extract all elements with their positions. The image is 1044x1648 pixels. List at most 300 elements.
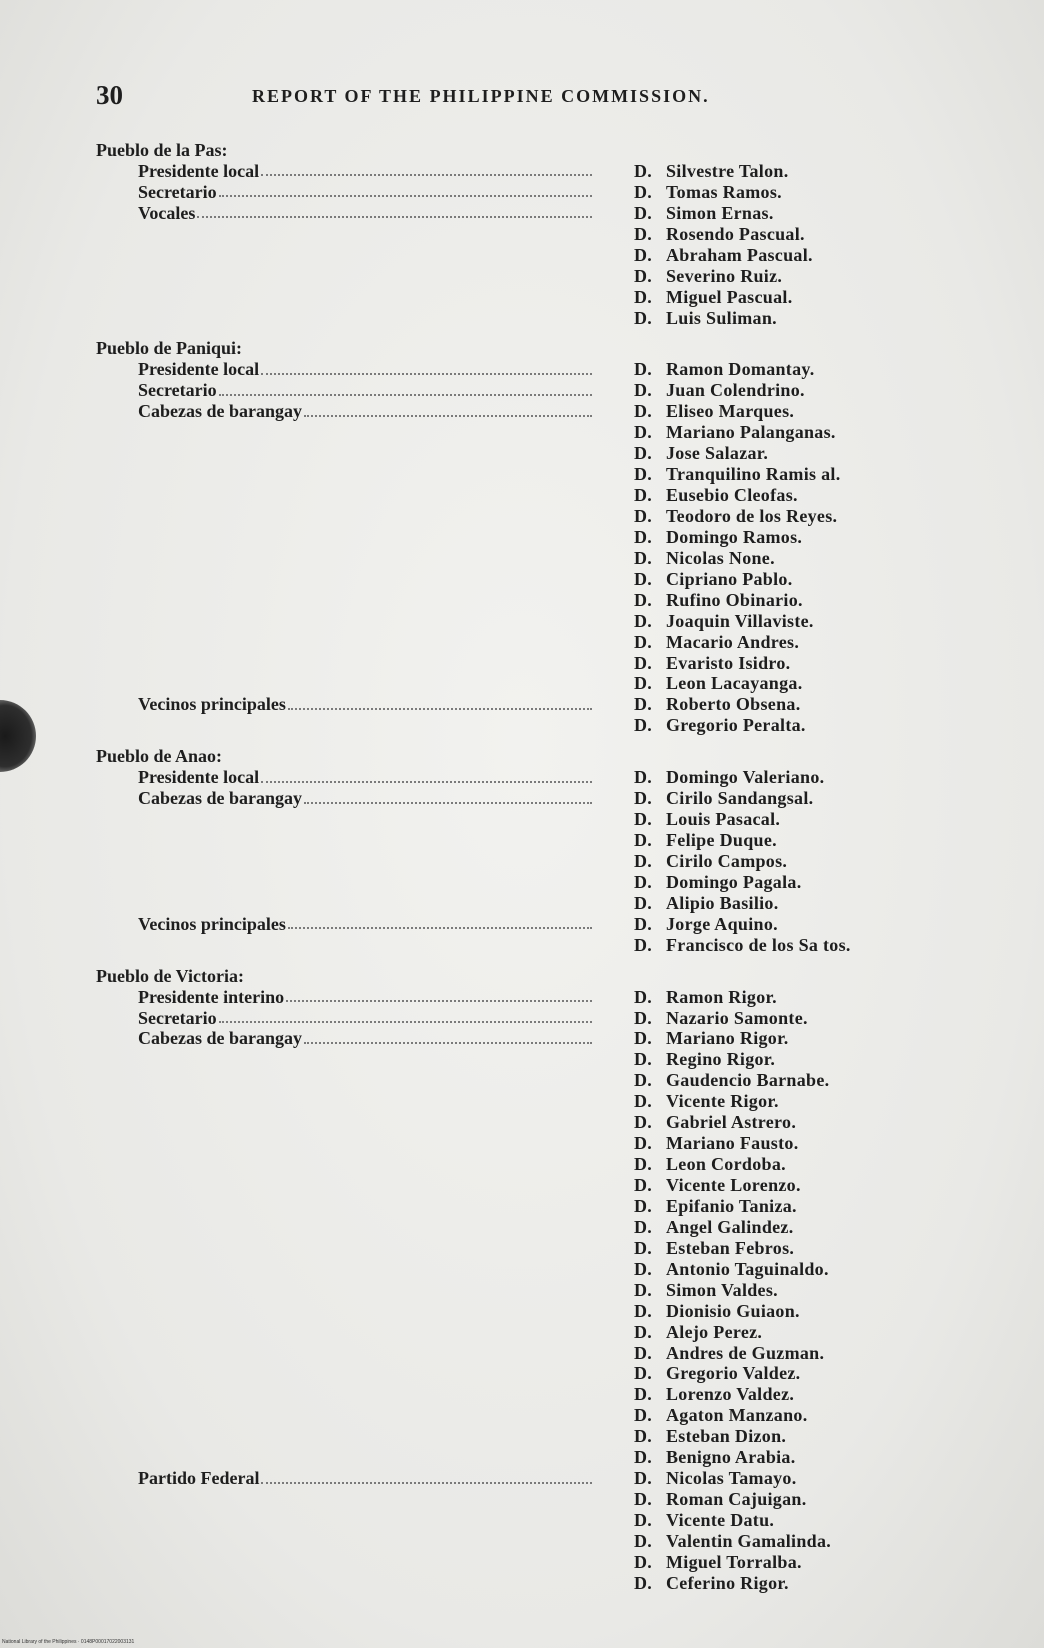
official-name bbox=[634, 1154, 786, 1175]
honorific: D. bbox=[634, 1258, 653, 1279]
role-text: Cabezas de barangay bbox=[138, 788, 303, 809]
pueblo-heading: Pueblo de Paniqui: bbox=[96, 338, 243, 359]
name-text: Rosendo Pascual. bbox=[666, 223, 805, 244]
entry-line bbox=[96, 1384, 996, 1405]
honorific: D. bbox=[634, 181, 653, 202]
honorific: D. bbox=[634, 244, 653, 265]
official-name bbox=[634, 1489, 807, 1510]
name-text: Miguel Torralba. bbox=[666, 1551, 802, 1572]
name-text: Gregorio Peralta. bbox=[666, 715, 806, 736]
dot-leader bbox=[288, 927, 592, 929]
name-text: Eliseo Marques. bbox=[666, 401, 795, 422]
official-name bbox=[634, 287, 793, 308]
name-text: Felipe Duque. bbox=[666, 830, 777, 850]
honorific: D. bbox=[634, 1551, 653, 1572]
entry-line bbox=[96, 1280, 996, 1301]
entry-line bbox=[96, 569, 996, 590]
name-text: Nazario Samonte. bbox=[666, 1007, 808, 1028]
running-head: REPORT OF THE PHILIPPINE COMMISSION. bbox=[252, 86, 710, 106]
name-text: Ceferino Rigor. bbox=[666, 1572, 789, 1593]
entry-line bbox=[96, 1049, 996, 1070]
name-text: Leon Cordoba. bbox=[666, 1154, 786, 1175]
honorific: D. bbox=[634, 1321, 653, 1342]
honorific: D. bbox=[634, 1530, 653, 1551]
honorific: D. bbox=[634, 422, 653, 443]
official-name bbox=[634, 1552, 802, 1573]
entry-line bbox=[96, 1489, 996, 1510]
honorific: D. bbox=[634, 1363, 653, 1384]
role-label bbox=[138, 380, 592, 401]
name-text: Gabriel Astrero. bbox=[666, 1112, 797, 1133]
official-name bbox=[634, 893, 779, 914]
honorific: D. bbox=[634, 265, 653, 286]
name-text: Nicolas None. bbox=[666, 547, 775, 568]
honorific: D. bbox=[634, 986, 653, 1007]
official-name bbox=[634, 653, 790, 674]
entry-line bbox=[96, 161, 996, 182]
entry-line bbox=[96, 1322, 996, 1343]
dot-leader bbox=[304, 802, 592, 804]
official-name bbox=[634, 1405, 808, 1426]
role-label bbox=[138, 788, 592, 809]
honorific: D. bbox=[634, 850, 653, 871]
honorific: D. bbox=[634, 631, 653, 652]
entry-line bbox=[96, 443, 996, 464]
name-text: Esteban Dizon. bbox=[666, 1426, 787, 1447]
honorific: D. bbox=[634, 1154, 653, 1175]
honorific: D. bbox=[634, 380, 653, 401]
official-name bbox=[634, 1468, 797, 1489]
dot-leader bbox=[197, 216, 592, 218]
honorific: D. bbox=[634, 1405, 653, 1426]
section-gap bbox=[96, 956, 996, 966]
role-text: Vecinos principales bbox=[138, 694, 286, 715]
page-number: 30 bbox=[96, 80, 123, 110]
entry-line bbox=[96, 1028, 996, 1049]
entry-line bbox=[96, 809, 996, 830]
name-text: Antonio Taguinaldo. bbox=[666, 1258, 829, 1279]
role-text: Presidente interino bbox=[138, 986, 285, 1007]
role-text: Vecinos principales bbox=[138, 913, 286, 934]
official-name bbox=[634, 1531, 831, 1552]
dot-leader bbox=[261, 174, 592, 176]
role-text: Vocales bbox=[138, 202, 196, 223]
entry-line bbox=[96, 788, 996, 809]
official-name bbox=[634, 673, 803, 694]
entry-line bbox=[96, 380, 996, 401]
official-name bbox=[634, 1049, 775, 1070]
honorific: D. bbox=[634, 526, 653, 547]
role-text: Secretario bbox=[138, 380, 217, 401]
role-text: Secretario bbox=[138, 1007, 217, 1028]
official-name bbox=[634, 1196, 797, 1217]
official-name bbox=[634, 380, 805, 401]
entry-line bbox=[96, 1008, 996, 1029]
entry-line bbox=[96, 872, 996, 893]
honorific: D. bbox=[634, 767, 653, 788]
official-name bbox=[634, 1343, 824, 1364]
entry-line bbox=[96, 266, 996, 287]
official-name bbox=[634, 715, 806, 736]
name-text: Vicente Datu. bbox=[666, 1510, 775, 1530]
entry-line bbox=[96, 1259, 996, 1280]
honorific: D. bbox=[634, 443, 653, 464]
name-text: Gregorio Valdez. bbox=[666, 1363, 801, 1384]
entry-line bbox=[96, 1343, 996, 1364]
entry-line bbox=[96, 1091, 996, 1112]
official-name bbox=[634, 182, 782, 203]
honorific: D. bbox=[634, 223, 653, 244]
name-text: Eusebio Cleofas. bbox=[666, 485, 798, 505]
honorific: D. bbox=[634, 547, 653, 568]
honorific: D. bbox=[634, 1510, 653, 1530]
honorific: D. bbox=[634, 673, 653, 694]
role-label bbox=[138, 914, 592, 935]
section-gap bbox=[96, 328, 996, 338]
role-label bbox=[138, 401, 592, 422]
pueblo-heading-line bbox=[96, 746, 996, 767]
name-text: Mariano Palanganas. bbox=[666, 422, 836, 443]
honorific: D. bbox=[634, 505, 653, 526]
honorific: D. bbox=[634, 160, 653, 181]
name-text: Teodoro de los Reyes. bbox=[666, 505, 838, 526]
name-text: Louis Pasacal. bbox=[666, 809, 781, 830]
honorific: D. bbox=[634, 485, 653, 505]
name-text: Nicolas Tamayo. bbox=[666, 1468, 797, 1489]
name-text: Cirilo Campos. bbox=[666, 850, 788, 871]
honorific: D. bbox=[634, 1447, 653, 1468]
name-text: Francisco de los Sa tos. bbox=[666, 934, 851, 955]
honorific: D. bbox=[634, 202, 653, 223]
role-label bbox=[138, 1028, 592, 1049]
name-text: Jorge Aquino. bbox=[666, 913, 778, 934]
dot-leader bbox=[286, 1000, 592, 1002]
official-name bbox=[634, 590, 803, 611]
official-name bbox=[634, 694, 801, 715]
official-name bbox=[634, 203, 774, 224]
entry-line bbox=[96, 1238, 996, 1259]
official-name bbox=[634, 422, 836, 443]
entry-line bbox=[96, 548, 996, 569]
pueblo-heading: Pueblo de Victoria: bbox=[96, 965, 244, 986]
official-name bbox=[634, 632, 799, 653]
honorific: D. bbox=[634, 871, 653, 892]
official-name bbox=[634, 1510, 774, 1531]
honorific: D. bbox=[634, 788, 653, 809]
role-label bbox=[138, 767, 592, 788]
role-text: Presidente local bbox=[138, 767, 260, 788]
official-name bbox=[634, 1070, 829, 1091]
official-name bbox=[634, 914, 778, 935]
role-text: Cabezas de barangay bbox=[138, 1028, 303, 1049]
name-text: Domingo Valeriano. bbox=[666, 767, 825, 788]
entry-line bbox=[96, 506, 996, 527]
honorific: D. bbox=[634, 1112, 653, 1133]
name-text: Domingo Pagala. bbox=[666, 871, 802, 892]
honorific: D. bbox=[634, 1279, 653, 1300]
official-name bbox=[634, 935, 851, 956]
official-name bbox=[634, 1384, 794, 1405]
name-text: Jose Salazar. bbox=[666, 443, 769, 464]
official-name bbox=[634, 245, 813, 266]
entry-line bbox=[96, 1196, 996, 1217]
dot-leader bbox=[288, 708, 592, 710]
dot-leader bbox=[304, 415, 592, 417]
entry-line bbox=[96, 611, 996, 632]
official-name bbox=[634, 359, 815, 380]
name-text: Lorenzo Valdez. bbox=[666, 1384, 795, 1405]
official-name bbox=[634, 1301, 800, 1322]
entry-line bbox=[96, 1217, 996, 1238]
official-name bbox=[634, 1175, 801, 1196]
name-text: Alejo Perez. bbox=[666, 1321, 763, 1342]
name-text: Vicente Rigor. bbox=[666, 1091, 779, 1112]
name-text: Mariano Rigor. bbox=[666, 1028, 789, 1049]
official-name bbox=[634, 1008, 808, 1029]
official-name bbox=[634, 1112, 796, 1133]
honorific: D. bbox=[634, 286, 653, 307]
honorific: D. bbox=[634, 1195, 653, 1216]
official-name bbox=[634, 1280, 778, 1301]
official-name bbox=[634, 506, 837, 527]
name-text: Benigno Arabia. bbox=[666, 1447, 796, 1468]
honorific: D. bbox=[634, 1572, 653, 1593]
entry-line bbox=[96, 632, 996, 653]
honorific: D. bbox=[634, 1028, 653, 1049]
official-name bbox=[634, 569, 793, 590]
honorific: D. bbox=[634, 1489, 653, 1510]
honorific: D. bbox=[634, 913, 653, 934]
official-name bbox=[634, 1091, 779, 1112]
entry-line bbox=[96, 1447, 996, 1468]
name-text: Angel Galindez. bbox=[666, 1216, 794, 1237]
dot-leader bbox=[261, 1482, 592, 1484]
name-text: Evaristo Isidro. bbox=[666, 652, 791, 673]
name-text: Severino Ruiz. bbox=[666, 265, 783, 286]
role-label bbox=[138, 161, 592, 182]
name-text: Rufino Obinario. bbox=[666, 589, 803, 610]
name-text: Gaudencio Barnabe. bbox=[666, 1070, 830, 1091]
entry-line bbox=[96, 1363, 996, 1384]
name-text: Roberto Obsena. bbox=[666, 694, 801, 715]
name-text: Silvestre Talon. bbox=[666, 160, 789, 181]
honorific: D. bbox=[634, 1007, 653, 1028]
name-text: Luis Suliman. bbox=[666, 307, 777, 328]
entry-line bbox=[96, 1175, 996, 1196]
honorific: D. bbox=[634, 1216, 653, 1237]
official-name bbox=[634, 464, 841, 485]
honorific: D. bbox=[634, 1091, 653, 1112]
entry-line bbox=[96, 1552, 996, 1573]
name-text: Andres de Guzman. bbox=[666, 1342, 825, 1363]
entry-line bbox=[96, 1531, 996, 1552]
entry-line bbox=[96, 1301, 996, 1322]
role-label bbox=[138, 359, 592, 380]
role-label bbox=[138, 694, 592, 715]
entry-line bbox=[96, 653, 996, 674]
honorific: D. bbox=[634, 1342, 653, 1363]
official-name bbox=[634, 443, 768, 464]
entry-line bbox=[96, 715, 996, 736]
entry-line bbox=[96, 1070, 996, 1091]
honorific: D. bbox=[634, 1384, 653, 1405]
honorific: D. bbox=[634, 1133, 653, 1154]
honorific: D. bbox=[634, 610, 653, 631]
official-name bbox=[634, 809, 780, 830]
dot-leader bbox=[304, 1042, 592, 1044]
entry-line bbox=[96, 767, 996, 788]
honorific: D. bbox=[634, 568, 653, 589]
name-text: Miguel Pascual. bbox=[666, 286, 793, 307]
official-name bbox=[634, 161, 789, 182]
entry-line bbox=[96, 224, 996, 245]
official-name bbox=[634, 224, 805, 245]
name-text: Dionisio Guiaon. bbox=[666, 1300, 800, 1321]
entry-line bbox=[96, 851, 996, 872]
official-name bbox=[634, 830, 777, 851]
entry-line bbox=[96, 673, 996, 694]
entry-line bbox=[96, 830, 996, 851]
name-text: Simon Ernas. bbox=[666, 202, 774, 223]
role-text: Presidente local bbox=[138, 359, 260, 380]
entry-line bbox=[96, 485, 996, 506]
name-text: Joaquin Villaviste. bbox=[666, 610, 814, 631]
official-name bbox=[634, 266, 782, 287]
section-gap bbox=[96, 736, 996, 746]
honorific: D. bbox=[634, 1300, 653, 1321]
name-text: Alipio Basilio. bbox=[666, 892, 779, 913]
official-name bbox=[634, 527, 802, 548]
name-text: Abraham Pascual. bbox=[666, 244, 813, 265]
role-text: Cabezas de barangay bbox=[138, 401, 303, 422]
dot-leader bbox=[261, 781, 592, 783]
entry-line bbox=[96, 527, 996, 548]
honorific: D. bbox=[634, 652, 653, 673]
name-text: Vicente Lorenzo. bbox=[666, 1175, 801, 1195]
honorific: D. bbox=[634, 307, 653, 328]
name-text: Agaton Manzano. bbox=[666, 1405, 808, 1426]
official-name bbox=[634, 872, 802, 893]
honorific: D. bbox=[634, 892, 653, 913]
name-text: Tranquilino Ramis al. bbox=[666, 464, 841, 485]
name-text: Roman Cajuigan. bbox=[666, 1489, 807, 1510]
entry-line bbox=[96, 1112, 996, 1133]
name-text: Cipriano Pablo. bbox=[666, 568, 793, 589]
entry-line bbox=[96, 464, 996, 485]
entry-line bbox=[96, 1573, 996, 1594]
name-text: Macario Andres. bbox=[666, 631, 800, 652]
honorific: D. bbox=[634, 809, 653, 830]
entry-line bbox=[96, 1133, 996, 1154]
role-label bbox=[138, 1468, 592, 1489]
entry-line bbox=[96, 694, 996, 715]
official-name bbox=[634, 1259, 829, 1280]
entry-line bbox=[96, 1405, 996, 1426]
entry-line bbox=[96, 287, 996, 308]
entry-line bbox=[96, 359, 996, 380]
official-name bbox=[634, 1447, 796, 1468]
scan-footer: National Library of the Philippines · 0148P00017022003131 bbox=[2, 1639, 135, 1645]
role-text: Partido Federal bbox=[138, 1468, 260, 1489]
role-label bbox=[138, 203, 592, 224]
entry-line bbox=[96, 422, 996, 443]
official-name bbox=[634, 1363, 800, 1384]
honorific: D. bbox=[634, 715, 653, 736]
entry-line bbox=[96, 914, 996, 935]
official-name bbox=[634, 611, 814, 632]
name-text: Valentin Gamalinda. bbox=[666, 1530, 832, 1551]
official-name bbox=[634, 1217, 794, 1238]
official-name bbox=[634, 548, 775, 569]
role-text: Secretario bbox=[138, 181, 217, 202]
honorific: D. bbox=[634, 830, 653, 850]
role-label bbox=[138, 987, 592, 1008]
page-header bbox=[96, 80, 796, 120]
name-text: Epifanio Taniza. bbox=[666, 1195, 797, 1216]
name-text: Ramon Domantay. bbox=[666, 359, 815, 380]
honorific: D. bbox=[634, 589, 653, 610]
entry-line bbox=[96, 590, 996, 611]
name-text: Regino Rigor. bbox=[666, 1049, 776, 1070]
name-text: Tomas Ramos. bbox=[666, 181, 782, 202]
dot-leader bbox=[219, 1021, 592, 1023]
name-text: Simon Valdes. bbox=[666, 1279, 778, 1300]
official-name bbox=[634, 788, 813, 809]
pueblo-heading-line bbox=[96, 140, 996, 161]
honorific: D. bbox=[634, 401, 653, 422]
name-text: Domingo Ramos. bbox=[666, 526, 803, 547]
entry-line bbox=[96, 1510, 996, 1531]
officials-list bbox=[96, 140, 996, 1594]
honorific: D. bbox=[634, 1426, 653, 1447]
official-name bbox=[634, 308, 777, 329]
official-name bbox=[634, 851, 787, 872]
dot-leader bbox=[219, 195, 592, 197]
official-name bbox=[634, 1573, 789, 1594]
dot-leader bbox=[219, 394, 592, 396]
honorific: D. bbox=[634, 1049, 653, 1070]
entry-line bbox=[96, 987, 996, 1008]
name-text: Cirilo Sandangsal. bbox=[666, 788, 814, 809]
pueblo-heading: Pueblo de Anao: bbox=[96, 746, 223, 767]
official-name bbox=[634, 1028, 789, 1049]
name-text: Esteban Febros. bbox=[666, 1237, 795, 1258]
official-name bbox=[634, 401, 794, 422]
official-name bbox=[634, 1133, 799, 1154]
official-name bbox=[634, 767, 824, 788]
role-text: Presidente local bbox=[138, 160, 260, 181]
scanner-thumb-shadow bbox=[0, 700, 36, 772]
role-label bbox=[138, 1008, 592, 1029]
official-name bbox=[634, 1238, 794, 1259]
dot-leader bbox=[261, 373, 592, 375]
entry-line bbox=[96, 203, 996, 224]
honorific: D. bbox=[634, 694, 653, 715]
honorific: D. bbox=[634, 1175, 653, 1195]
name-text: Mariano Fausto. bbox=[666, 1133, 799, 1154]
official-name bbox=[634, 987, 777, 1008]
entry-line bbox=[96, 1468, 996, 1489]
pueblo-heading: Pueblo de la Pas: bbox=[96, 140, 228, 160]
entry-line bbox=[96, 245, 996, 266]
honorific: D. bbox=[634, 934, 653, 955]
entry-line bbox=[96, 308, 996, 329]
role-label bbox=[138, 182, 592, 203]
honorific: D. bbox=[634, 1237, 653, 1258]
official-name bbox=[634, 1322, 762, 1343]
pueblo-heading-line bbox=[96, 966, 996, 987]
name-text: Leon Lacayanga. bbox=[666, 673, 803, 694]
